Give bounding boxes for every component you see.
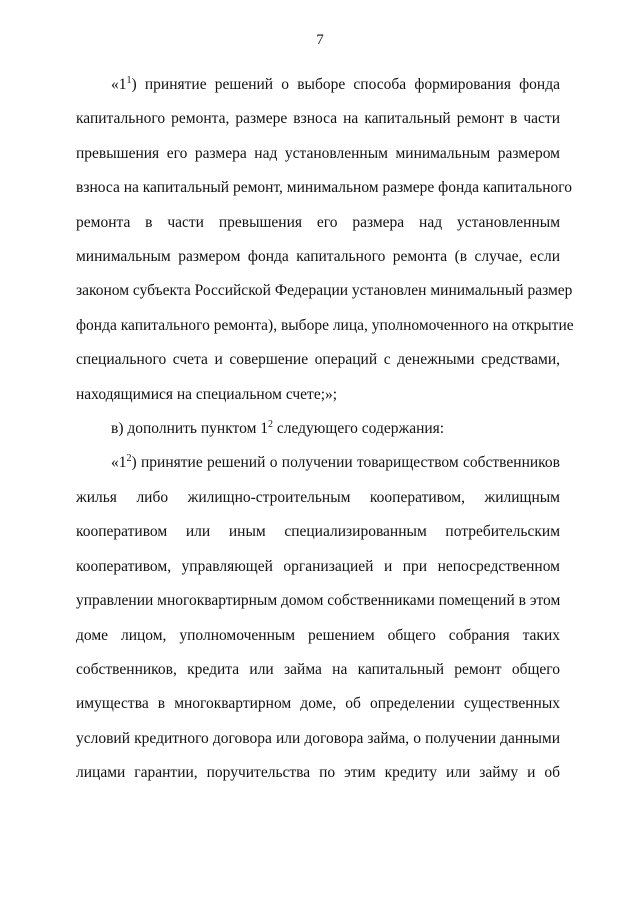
text-line: фонда капитального ремонта), выборе лица, уполномоченного на открытие xyxy=(76,316,574,334)
paragraph-1-1 xyxy=(76,68,574,412)
text-line: лицами гарантии, поручительства по этим кредиту или займу и об xyxy=(76,764,560,782)
text-line: в) дополнить пунктом $1^2$ следующего содержания: xyxy=(111,419,445,438)
text-line: находящимися на специальном счете;»; xyxy=(76,385,338,403)
text-line: капитального ремонта, размере взноса на капитальный ремонт в части xyxy=(76,110,560,128)
paragraph-1-2 xyxy=(76,446,560,790)
text-line: превышения его размера над установленным минимальным размером xyxy=(76,144,560,162)
text-line: ремонта в части превышения его размера над установленным xyxy=(76,213,560,231)
text-line: собственников, кредита или займа на капитальный ремонт общего xyxy=(76,660,560,678)
text-line: кооперативом, управляющей организацией и при непосредственном xyxy=(76,557,560,575)
text-line: имущества в многоквартирном доме, об определении существенных xyxy=(76,695,560,713)
text-line: взноса на капитальный ремонт, минимальном размере фонда капитального xyxy=(76,179,573,197)
text-line: жилья либо жилищно-строительным кооперативом, жилищным xyxy=(76,488,560,506)
text-line: законом субъекта Российской Федерации установлен минимальный размер xyxy=(76,282,573,300)
text-line: кооперативом или иным специализированным потребительским xyxy=(76,523,560,541)
text-line: «$1^1$) принятие решений о выборе способа формирования фонда xyxy=(111,75,560,93)
text-line: минимальным размером фонда капитального ремонта (в случае, если xyxy=(76,248,560,266)
text-line: доме лицом, уполномоченным решением общего собрания таких xyxy=(76,626,560,644)
document-body xyxy=(76,68,574,791)
text-line: специального счета и совершение операций с денежными средствами, xyxy=(76,351,560,369)
text-line: «$1^2$) принятие решений о получении товариществом собственников xyxy=(111,453,560,472)
page-number: 7 xyxy=(316,32,324,48)
text-line: управлении многоквартирным домом собственниками помещений в этом xyxy=(76,592,561,610)
text-line: условий кредитного договора или договора займа, о получении данными xyxy=(76,729,560,747)
paragraph-v-amendment xyxy=(76,412,560,446)
